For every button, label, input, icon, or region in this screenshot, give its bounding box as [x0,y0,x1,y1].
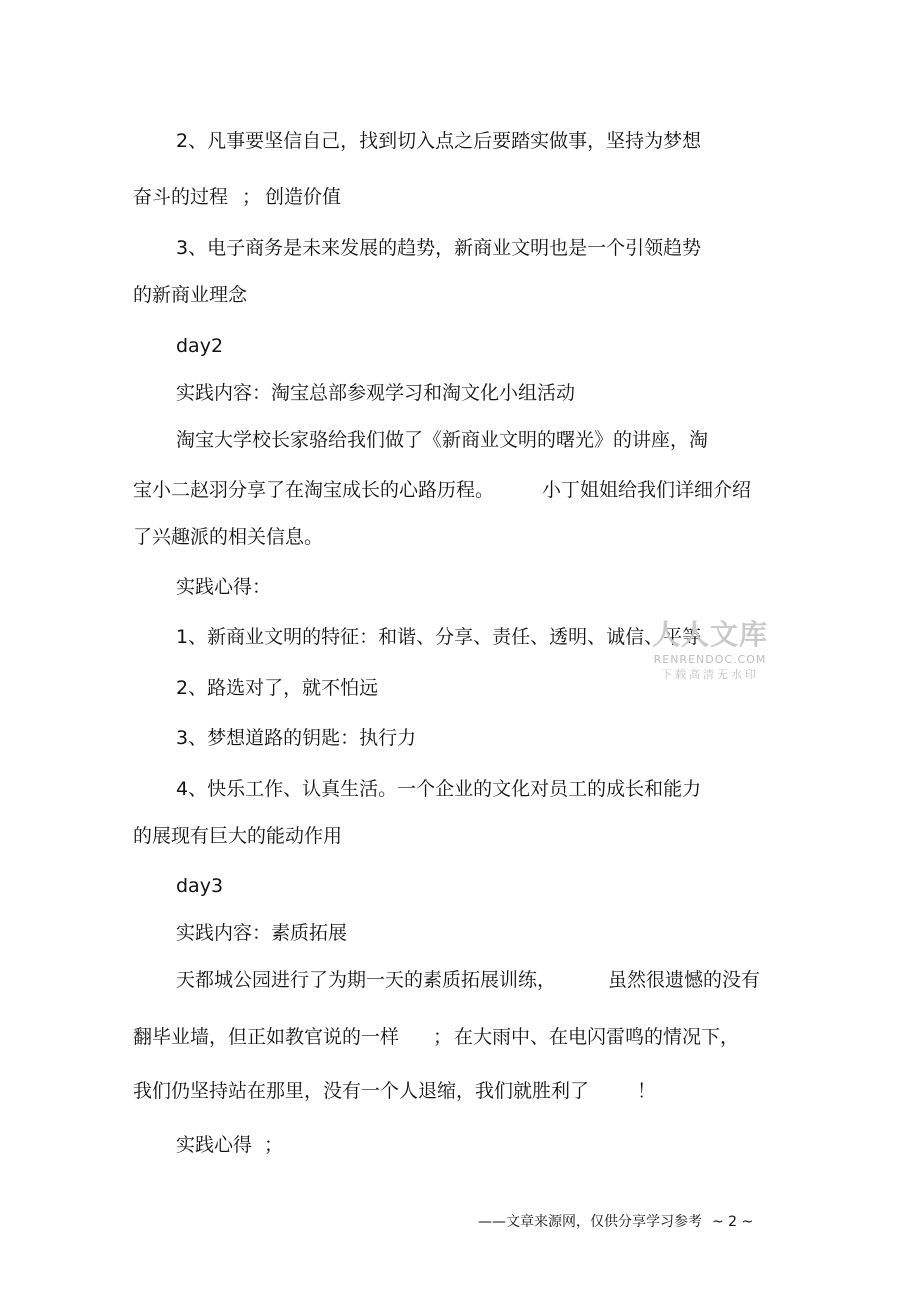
text-line [133,478,751,502]
text-line: 淘宝大学校长家骆给我们做了《新商业文明的曙光》的讲座，淘 [176,429,709,451]
text-line [133,1025,739,1049]
text-line: 1、新商业文明的特征：和谐、分享、责任、透明、诚信、平等 [176,626,702,648]
text-line: 实践心得： [176,576,272,598]
text-line: 3、梦想道路的钥匙：执行力 [176,727,417,749]
text-line: 2、路选对了，就不怕远 [176,677,379,699]
section-heading: day3 [176,875,224,897]
text-fragment: 虽然很遗憾的没有 [608,969,761,991]
text-fragment: 天都城公园进行了为期一天的素质拓展训练， [176,969,557,991]
watermark-site: RENRENDOC.COM [653,653,767,666]
text-fragment: 奋斗的过程 [133,186,229,208]
text-fragment: 我们仍坚持站在那里，没有一个人退缩，我们就胜利了 [133,1080,590,1102]
section-heading: day2 [176,335,224,357]
text-fragment: 实践心得 [176,1134,253,1156]
text-line: 3、电子商务是未来发展的趋势，新商业文明也是一个引领趋势 [176,237,702,259]
text-fragment: ！ [637,1080,657,1102]
page-number: ~ 2 ~ [712,1214,754,1230]
text-fragment: ； [242,186,262,208]
text-line [176,1133,283,1157]
text-fragment: ； [264,1134,284,1156]
text-line: 的展现有巨大的能动作用 [133,825,343,847]
text-fragment: 在大雨中、在电闪雷鸣的情况下， [454,1026,740,1048]
text-line [133,185,341,209]
watermark [646,618,774,684]
text-fragment: 翻毕业墙，但正如教官说的一样 [133,1026,400,1048]
text-fragment: 小丁姐姐给我们详细介绍 [542,479,752,501]
watermark-tagline: 下载高清无水印 [661,668,759,681]
text-fragment: ； [433,1026,453,1048]
text-fragment: 创造价值 [265,186,342,208]
text-line: 了兴趣派的相关信息。 [133,526,324,548]
text-line: 的新商业理念 [133,284,248,306]
text-line: 2、凡事要坚信自己，找到切入点之后要踏实做事，坚持为梦想 [176,130,702,152]
text-line [176,968,760,992]
watermark-brand: 人人文库 [651,618,768,651]
footer-source-note: ——文章来源网，仅供分享学习参考 [478,1214,702,1230]
text-line: 实践内容：淘宝总部参观学习和淘文化小组活动 [176,382,576,404]
text-fragment: 宝小二赵羽分享了在淘宝成长的心路历程。 [133,479,495,501]
text-line: 实践内容：素质拓展 [176,922,348,944]
text-line [133,1079,656,1103]
text-line: 4、快乐工作、认真生活。一个企业的文化对员工的成长和能力 [176,778,702,800]
